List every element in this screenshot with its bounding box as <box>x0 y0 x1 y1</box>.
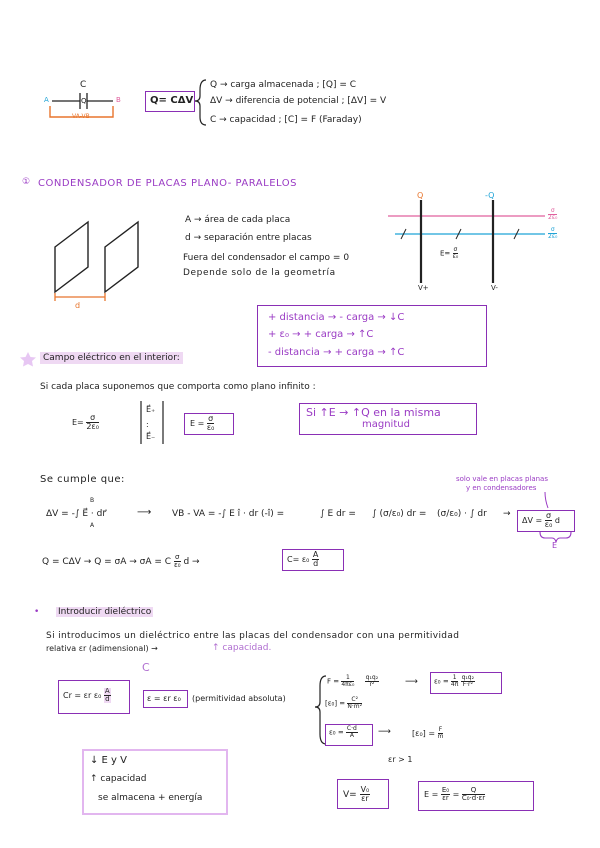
superposition-text: Si cada placa suponemos que comporta como plano infinito : <box>40 382 316 392</box>
note-area: A → área de cada placa <box>185 215 291 225</box>
epsilon-units: [ε₀] = $\frac{\text{C²}}{\text{N·m²}}$ <box>325 696 363 710</box>
e0-formula: ε₀ = $\frac{C\cdot d}{A}$ <box>329 725 357 739</box>
pink-field-value: $\frac{\sigma}{\text{2ε₀}}$ <box>548 207 558 221</box>
voltage-label: VA-VB <box>72 113 90 120</box>
side-note-arrow <box>545 492 548 508</box>
effect-capacity: ↑ capacidad <box>90 774 147 784</box>
section3-title: Introducir dieléctrico <box>58 607 152 617</box>
q-chain: Q = CΔV → Q = σA → σA = C $\frac{\sigma}{\text{ε₀}}$ d → <box>42 553 200 569</box>
plate-charge-label: Q <box>81 97 87 105</box>
dependency-distance-up: + distancia → - carga → ↓C <box>268 312 405 323</box>
cumple-text: Se cumple que: <box>40 474 125 485</box>
integral-part5: (σ/ε₀) · ∫ dr <box>437 509 487 519</box>
v-minus-label: V- <box>491 284 498 292</box>
cr-formula: Cr = εr ε₀ $\frac{A}{d}$ <box>63 687 110 703</box>
field-result: E = $\frac{\sigma}{\text{ε₀}}$ <box>190 414 215 432</box>
eps-formula: ε = εr ε₀ <box>147 694 181 703</box>
integral-part6: → <box>503 509 511 519</box>
dielectric-line2: relativa εr (adimensional) → <box>46 644 158 653</box>
side-note-line1: solo vale en placas planas <box>456 475 548 483</box>
coulomb-arrow: ⟶ <box>405 677 418 687</box>
bullet-dot: • <box>34 607 40 617</box>
integral-bound-a: A <box>90 522 95 529</box>
plate-distance-marker <box>55 293 105 301</box>
potential-result: ΔV = $\frac{\sigma}{\text{ε₀}}$ d <box>522 511 560 529</box>
note-geometry: Depende solo de la geometría <box>183 268 336 278</box>
dielectric-line2b: ↑ capacidad. <box>212 643 272 653</box>
effect-field-potential: ↓ E y V <box>90 755 127 766</box>
definitions-brace <box>195 80 206 125</box>
blue-field-value: $\frac{\sigma}{\text{2ε₀}}$ <box>548 226 558 240</box>
vector-dots: : <box>146 420 149 429</box>
integral-part4: ∫ (σ/ε₀) dr = <box>372 509 427 519</box>
plate-plus-label: Q <box>417 191 424 200</box>
note-box-line1: Si ↑E → ↑Q en la misma <box>306 406 441 419</box>
integral-part3: ∫ E dr = <box>320 509 356 519</box>
dependency-distance-down: - distancia → + carga → ↑C <box>268 347 405 358</box>
section1-title: CONDENSADOR DE PLACAS PLANO- PARALELOS <box>38 178 297 189</box>
cap-label: C <box>80 80 87 90</box>
dependency-epsilon: + ε₀ → + carga → ↑C <box>268 329 374 340</box>
e0-unit: [ε₀] = $\frac{F}{m}$ <box>412 726 444 740</box>
e-final-formula: E = $\frac{\text{E₀}}{\varepsilon r}$ = $\frac{Q}{\text{C₀·d·εr}}$ <box>424 786 486 802</box>
side-note-line2: y en condensadores <box>466 484 537 492</box>
node-a-label: A <box>44 96 49 104</box>
integral-part1: ΔV = -∫ E⃗ · dr⃗ <box>46 509 107 519</box>
er-condition: εr > 1 <box>388 755 413 764</box>
field-label: E= $\frac{\sigma}{\text{ε₀}}$ <box>440 246 459 260</box>
definition-potential: ΔV → diferencia de potencial ; [ΔV] = V <box>210 96 387 106</box>
single-plate-field: E= $\frac{\sigma}{\text{2ε₀}}$ <box>72 413 99 431</box>
note-field-outside: Fuera del condensador el campo = 0 <box>183 253 350 263</box>
effect-energy: se almacena + energía <box>98 793 203 803</box>
note-box-line2: magnitud <box>362 419 410 430</box>
epsilon-formula: ε₀ = $\frac{1}{4\pi}$ $\frac{\text{q₁q₂}}{\text{F·r²}}$ <box>434 674 475 688</box>
star-icon <box>20 352 36 367</box>
field-diagram <box>388 200 545 283</box>
integral-part2: VB - VA = -∫ E î · dr (-î) = <box>172 509 285 519</box>
plate-distance-label: d <box>75 301 81 310</box>
dielectric-line1: Si introducimos un dieléctrico entre las placas del condensador con una permitividad <box>46 631 460 641</box>
integral-bound-b: B <box>90 497 95 504</box>
vector-e-minus: E⃗₋ <box>146 432 156 441</box>
node-b-label: B <box>116 96 121 104</box>
section1-number: ① <box>22 177 31 187</box>
coulomb-force: F = $\frac{1}{\text{4πε₀}}$ $\frac{\text{q₁q₂}}{\text{r²}}$ <box>327 674 379 688</box>
v-plus-label: V+ <box>418 284 429 292</box>
v-formula: V= $\frac{\text{V₀}}{\varepsilon r}$ <box>343 785 370 803</box>
potential-under-label: E <box>552 541 558 550</box>
e0-arrow: ⟶ <box>378 727 391 737</box>
vector-e-plus: E⃗₊ <box>146 405 156 414</box>
integral-arrow: ⟶ <box>137 507 152 518</box>
capacity-result: C= ε₀ $\frac{A}{d}$ <box>287 550 319 568</box>
plates-drawing <box>55 222 138 292</box>
definition-capacity: C → capacidad ; [C] = F (Faraday) <box>210 115 362 125</box>
main-formula: Q= CΔV <box>150 95 194 106</box>
eps-note: (permitividad absoluta) <box>192 694 286 703</box>
note-separation: d → separación entre placas <box>185 233 312 243</box>
plate-minus-label: -Q <box>485 191 495 200</box>
cr-note: C <box>142 661 150 674</box>
section2-title: Campo eléctrico en el interior: <box>40 352 183 364</box>
definition-charge: Q → carga almacenada ; [Q] = C <box>210 80 357 90</box>
